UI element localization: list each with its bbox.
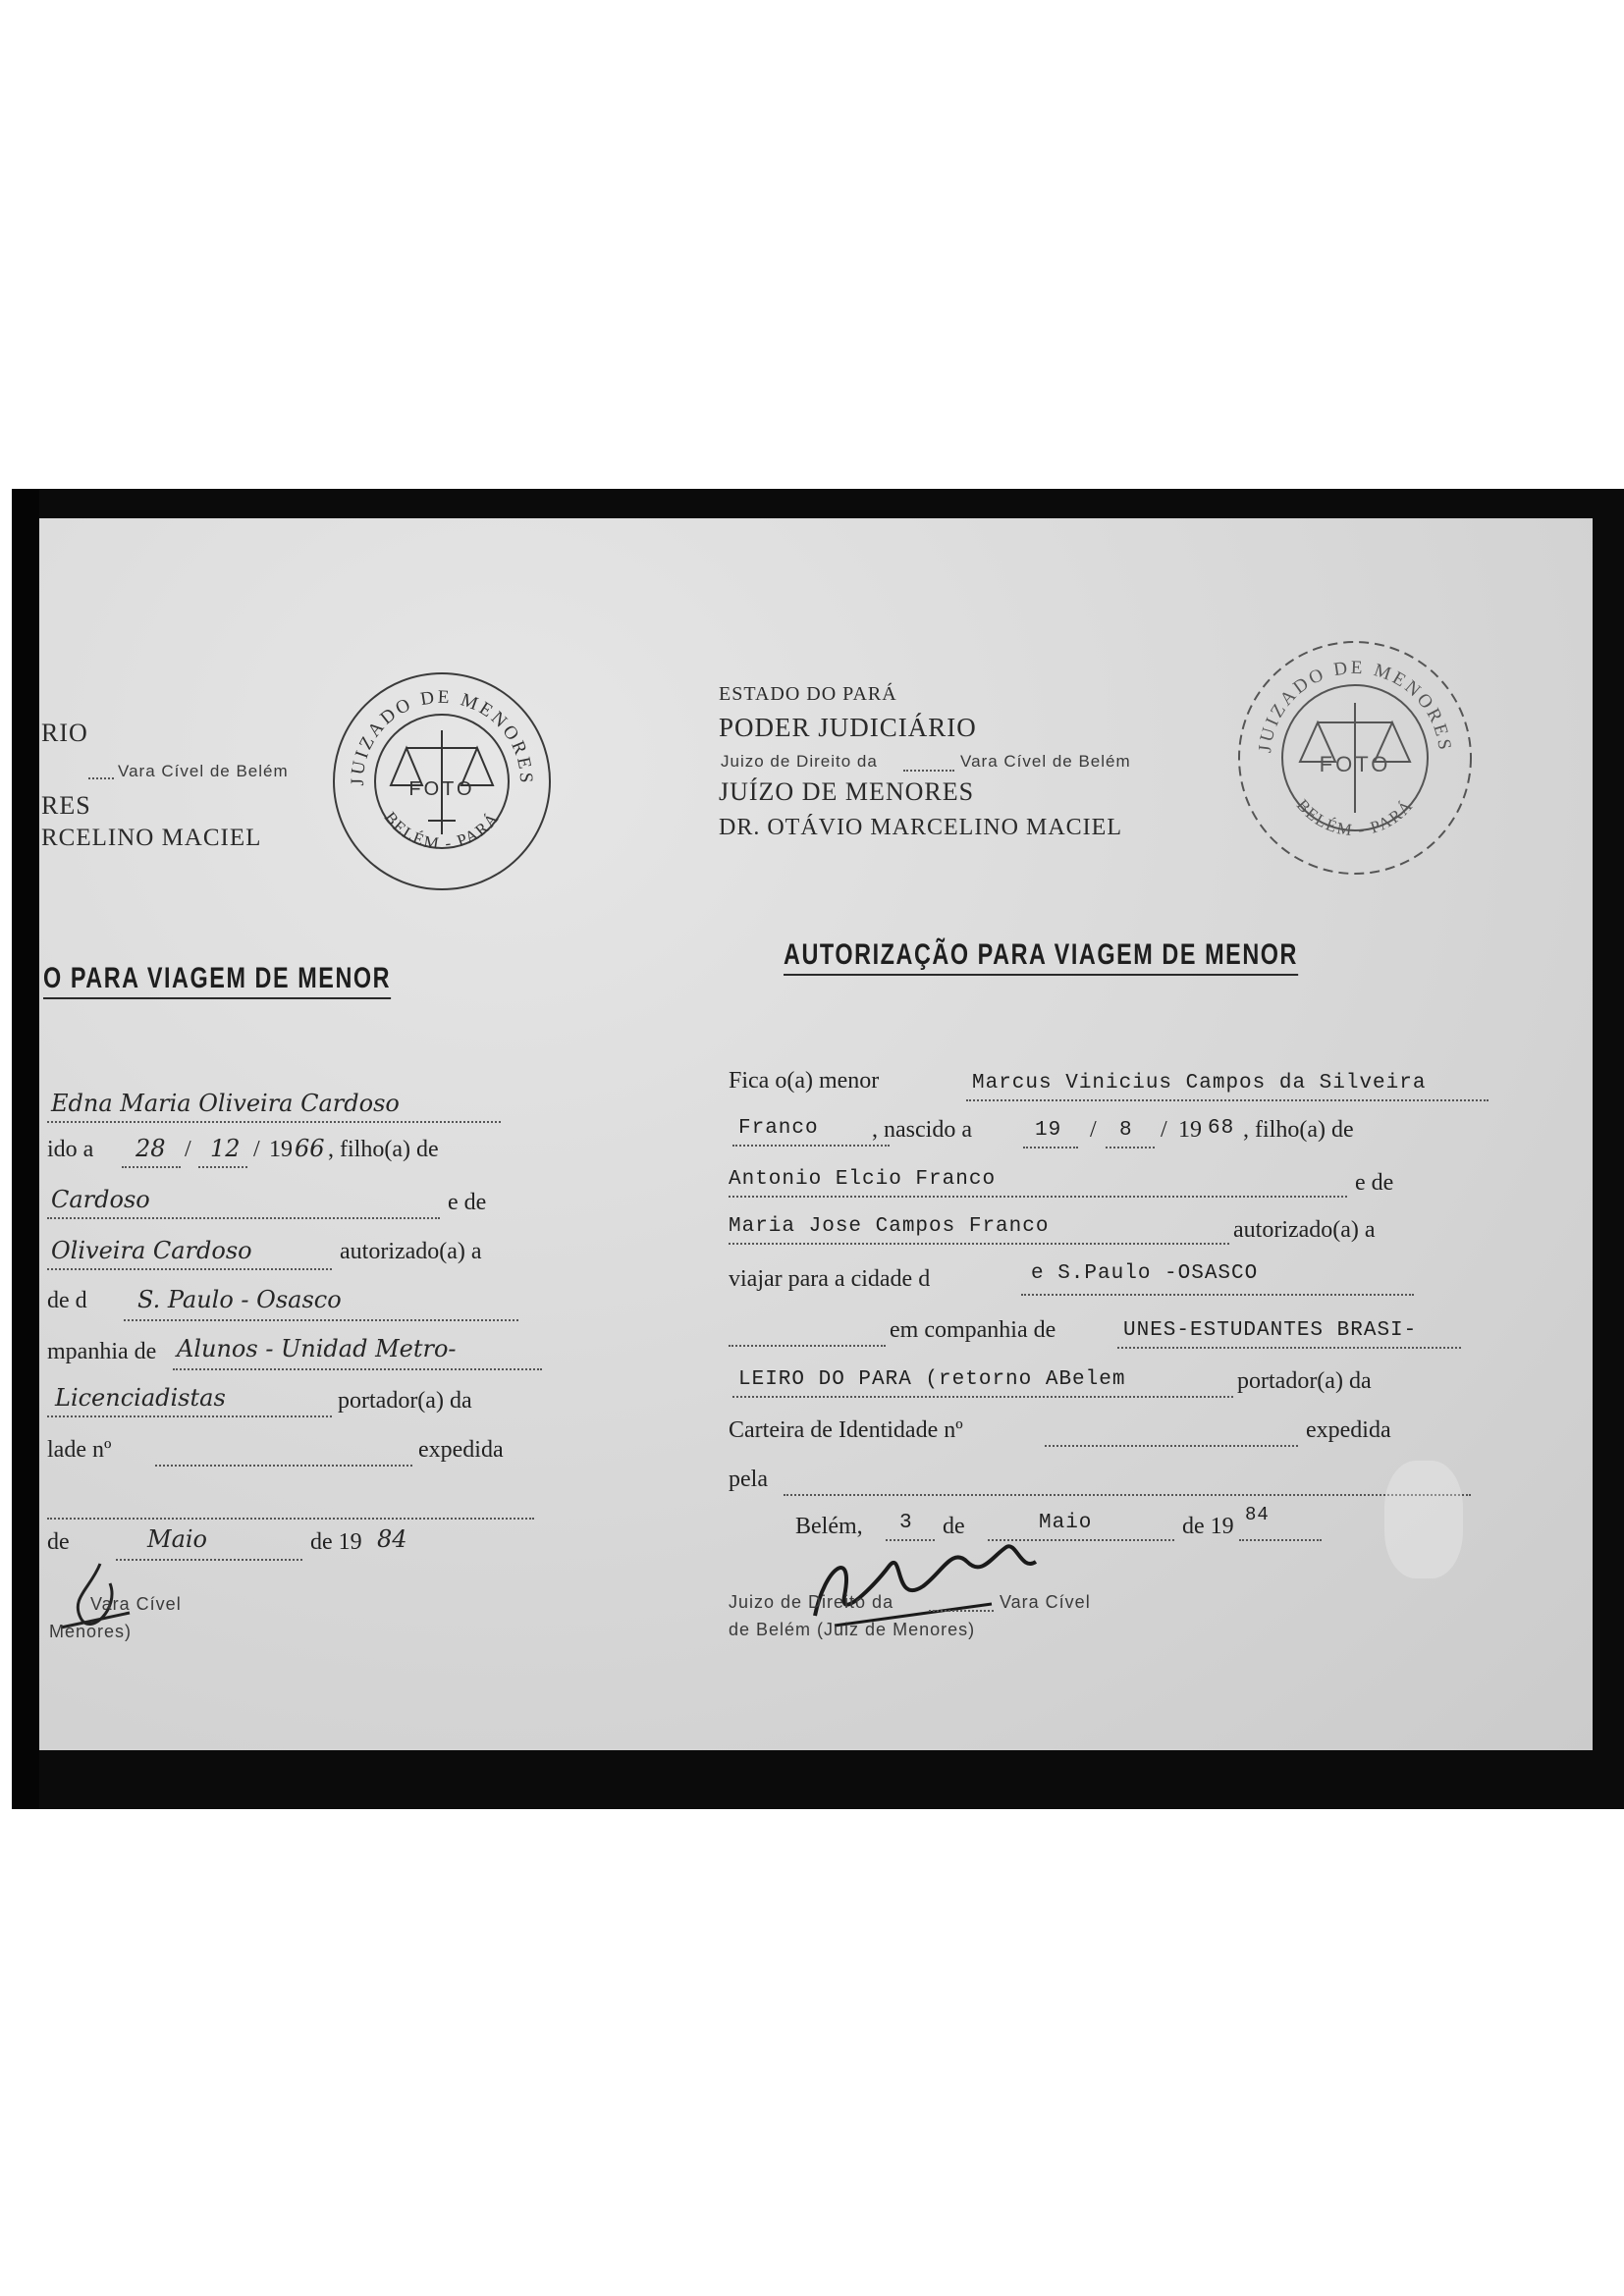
right-parent1: Antonio Elcio Franco (729, 1168, 997, 1191)
left-parent1: Cardoso (51, 1186, 150, 1213)
left-footer-line2: Menores) (49, 1622, 133, 1641)
right-seal-top-text: JUIZADO DE MENORES (1255, 657, 1455, 754)
right-travel-label: viajar para a cidade d (729, 1266, 931, 1292)
left-authorized-label: autorizado(a) a (340, 1239, 482, 1264)
left-header-line4: RCELINO MACIEL (41, 825, 262, 851)
left-date-year: 84 (377, 1525, 407, 1553)
right-footer-line2: de Belém (Juiz de Menores) (729, 1620, 976, 1639)
left-child-of-label: , filho(a) de (328, 1137, 439, 1162)
right-company-line1: UNES-ESTUDANTES BRASI- (1123, 1319, 1418, 1342)
left-and-label: e de (448, 1190, 487, 1215)
right-minor-label: Fica o(a) menor (729, 1068, 880, 1094)
document-photo (12, 489, 1624, 1809)
right-issued-label: expedida (1306, 1417, 1391, 1443)
left-company-line1: Alunos - Unidad Metro- (177, 1335, 457, 1362)
right-birth-day: 19 (1035, 1119, 1062, 1142)
right-court-seal (1229, 632, 1481, 883)
right-holder-label: portador(a) da (1237, 1368, 1372, 1394)
right-place-label: Belém, (795, 1514, 863, 1539)
left-city: S. Paulo - Osasco (137, 1286, 342, 1313)
right-born-label: , nascido a (872, 1117, 972, 1143)
right-by-label: pela (729, 1467, 768, 1492)
left-title: O PARA VIAGEM DE MENOR (43, 962, 391, 999)
right-header-court-suffix: Vara Cível de Belém (960, 752, 1131, 771)
left-dark-edge (12, 489, 39, 1809)
left-parent2: Oliveira Cardoso (51, 1237, 252, 1264)
right-seal-center-text: FOTO (1319, 752, 1391, 776)
left-seal-top-text: JUIZADO DE MENORES (347, 686, 537, 786)
right-company-label: em companhia de (890, 1317, 1056, 1343)
right-footer-line1b: Vara Cível (1000, 1592, 1091, 1612)
right-title: AUTORIZAÇÃO PARA VIAGEM DE MENOR (784, 938, 1298, 976)
right-child-of-label: , filho(a) de (1243, 1117, 1354, 1143)
right-year-prefix: 19 (1178, 1117, 1202, 1143)
left-city-label: de d (47, 1288, 87, 1313)
right-birth-year: 68 (1208, 1117, 1235, 1140)
right-date-year: 84 (1245, 1504, 1270, 1525)
right-id-label: Carteira de Identidade nº (729, 1417, 963, 1443)
left-minor-name: Edna Maria Oliveira Cardoso (51, 1090, 400, 1117)
left-issued-label: expedida (418, 1437, 504, 1463)
left-year-prefix: 19 (269, 1137, 293, 1162)
right-company-line2: LEIRO DO PARA (retorno ABelem (738, 1368, 1126, 1391)
right-header-court-prefix: Juizo de Direito da (721, 752, 878, 771)
left-seal-center-text: FOTO (408, 778, 475, 800)
right-and-label: e de (1355, 1170, 1394, 1196)
right-birth-month: 8 (1119, 1119, 1133, 1142)
left-date-day-label: de (47, 1529, 70, 1555)
left-date-year-label: de 19 (310, 1529, 362, 1555)
right-seal-bottom-text: BELÉM - PARÁ (1292, 795, 1418, 840)
right-date-de1: de (943, 1514, 965, 1539)
left-court-seal (326, 666, 558, 897)
left-header-court: Vara Cível de Belém (118, 762, 289, 780)
right-authorized-label: autorizado(a) a (1233, 1217, 1376, 1243)
right-city: e S.Paulo -OSASCO (1031, 1262, 1259, 1285)
right-header-power: PODER JUDICIÁRIO (719, 713, 977, 742)
left-birth-day: 28 (135, 1135, 166, 1162)
left-header-line3: RES (41, 791, 91, 820)
right-minor-name-line2: Franco (738, 1117, 819, 1140)
right-date-month: Maio (1039, 1512, 1093, 1534)
left-holder-label: portador(a) da (338, 1388, 472, 1414)
right-header-state: ESTADO DO PARÁ (719, 683, 897, 705)
right-date-day: 3 (899, 1512, 913, 1534)
left-footer-line1: Vara Cível (90, 1594, 182, 1614)
right-header-judge: DR. OTÁVIO MARCELINO MACIEL (719, 815, 1122, 840)
left-header-line1: RIO (41, 719, 88, 747)
left-seal-bottom-text: BELÉM - PARÁ (380, 808, 504, 854)
right-footer-line1: Juizo de Direito da (729, 1592, 894, 1612)
right-parent2: Maria Jose Campos Franco (729, 1215, 1050, 1238)
left-id-label: lade nº (47, 1437, 112, 1463)
right-header-juizo: JUÍZO DE MENORES (719, 777, 975, 806)
left-birth-year: 66 (295, 1135, 325, 1162)
left-born-label: ido a (47, 1137, 94, 1162)
left-company-label: mpanhia de (47, 1339, 157, 1364)
right-minor-name-line1: Marcus Vinicius Campos da Silveira (972, 1072, 1427, 1095)
document-paper: RIO Vara Cível de Belém RES RCELINO MACIEL JUIZADO DE MENORES BELÉM - PARÁ FOTO O PARA VIAGEM DE MENOR Edna Maria Oliveira Cardoso ido a 28 / 12 / 19 66 , filho(a) de Cardoso e de Oliveira Cardoso autorizado(a) a de d S. Paulo - Osasco mpanhia de Alunos - Unidad Metro- Licenciadistas portador(a) da lade nº expedida de Maio de 19 84 Vara Cível Menores) ESTADO DO PARÁ PODER JUDICIÁRIO Juizo de Direito da Vara Cível de Belém JUÍZO DE MENORES DR. OTÁVIO MARCELINO MACIEL JUIZADO DE MENORES BELÉM - PARÁ FOTO AUTORIZAÇÃO PARA VIAGEM DE MENOR Fica o(a) menor Marcus Vinicius Campos da Silveira Franco , nascido a 19 / 8 / 19 68 , filho(a) de Antonio Elcio Franco e de Maria Jose Campos Franco autorizado(a) a viajar para a cidade d e S.Paulo -OSASCO em companhia de UNES-ESTUDANTES BRASI- LEIRO DO PARA (retorno ABelem portador(a) da Carteira de Identidade nº expedida pela Belém, 3 de Maio de 19 84 Juizo de Direito da Vara Cível de Belém (Juiz de Menores) (29, 518, 1593, 1750)
left-birth-month: 12 (210, 1135, 241, 1162)
left-date-month: Maio (147, 1525, 208, 1553)
right-date-de2: de 19 (1182, 1514, 1234, 1539)
left-company-line2: Licenciadistas (55, 1384, 226, 1412)
